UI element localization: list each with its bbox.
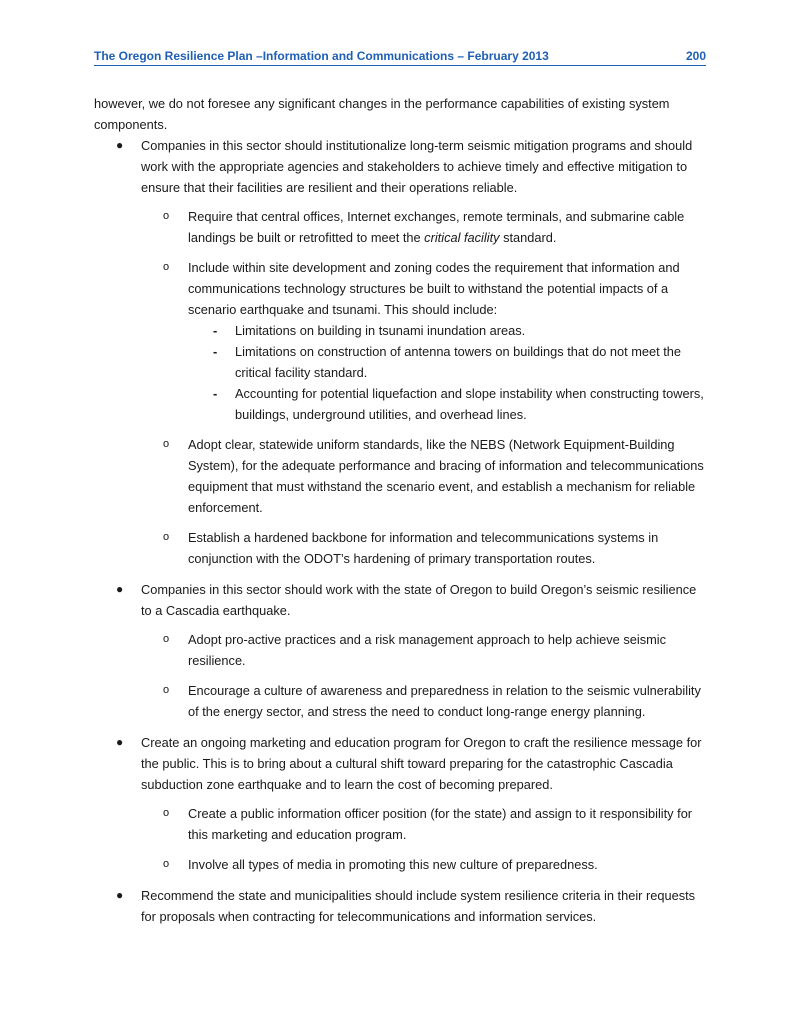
circle-bullet-icon: o [163,261,170,273]
recommendation-list [94,135,706,927]
list-item [94,732,706,875]
bullet-icon: ● [116,735,124,749]
sub-sub-list-item [188,383,706,425]
sub-list-item [141,803,706,845]
sub-item-text: Encourage a culture of awareness and preparedness in relation to the seismic vulnerability of the energy sector, and stress the need to conduct long-range energy planning. [188,683,701,719]
body-text [94,93,706,937]
bullet-icon: ● [116,138,124,152]
list-item-text: Companies in this sector should work with the state of Oregon to build Oregon’s seismic resilience to a Cascadia earthquake. [141,582,697,618]
page-number: 200 [685,49,706,63]
circle-bullet-icon: o [163,210,170,222]
header-title: The Oregon Resilience Plan –Information and Communications – February 2013 [94,49,549,63]
sub-list [141,629,706,722]
sub-item-text: Adopt clear, statewide uniform standards, like the NEBS (Network Equipment-Building System), for the adequate performance and bracing of information and telecommunications equipment that must withstand the scenario event, and establish a mechanism for reliable enforcement. [188,437,704,515]
sub-item-text-pre: Require that central offices, Internet exchanges, remote terminals, and submarine cable landings be built or retrofitted to meet the [188,209,685,245]
sub-list-item [141,257,706,425]
list-item [94,579,706,722]
sub-list-item [141,434,706,518]
sub-sub-item-text: Limitations on construction of antenna towers on buildings that do not meet the critical facility standard. [235,344,682,380]
dash-bullet-icon: - [213,386,218,401]
bullet-icon: ● [116,582,124,596]
sub-list [141,206,706,569]
sub-item-text-post: standard. [499,230,557,245]
sub-item-text: Adopt pro-active practices and a risk management approach to help achieve seismic resilience. [188,632,667,668]
lead-paragraph: however, we do not foresee any significant changes in the performance capabilities of existing system components. [94,96,670,132]
sub-sub-list-item [188,341,706,383]
circle-bullet-icon: o [163,858,170,870]
sub-item-text: Involve all types of media in promoting this new culture of preparedness. [188,857,598,872]
circle-bullet-icon: o [163,633,170,645]
circle-bullet-icon: o [163,531,170,543]
sub-item-text: Establish a hardened backbone for information and telecommunications systems in conjunction with the ODOT’s hardening of primary transportation routes. [188,530,659,566]
sub-list-item [141,527,706,569]
circle-bullet-icon: o [163,684,170,696]
bullet-icon: ● [116,888,124,902]
list-item [94,135,706,569]
circle-bullet-icon: o [163,438,170,450]
sub-list-item [141,854,706,875]
sub-list [141,803,706,875]
sub-sub-item-text: Limitations on building in tsunami inundation areas. [235,323,526,338]
list-item-text: Companies in this sector should institutionalize long-term seismic mitigation programs and should work with the appropriate agencies and stakeholders to achieve timely and effective mitigation to ensure that their facilities are resilient and their operations reliable. [141,138,693,195]
sub-list-item [141,680,706,722]
sub-item-text: Create a public information officer position (for the state) and assign to it responsibility for this marketing and education program. [188,806,693,842]
sub-item-text: Include within site development and zoning codes the requirement that information and communications technology structures be built to withstand the potential impacts of a scenario earthquake and tsunami. This should include: [188,260,680,317]
sub-sub-item-text: Accounting for potential liquefaction and slope instability when constructing towers, buildings, underground utilities, and overhead lines. [235,386,704,422]
dash-bullet-icon: - [213,323,218,338]
list-item [94,885,706,927]
sub-sub-list-item [188,320,706,341]
circle-bullet-icon: o [163,807,170,819]
sub-item-emphasis: critical facility [424,230,500,245]
sub-list-item [141,206,706,248]
dash-bullet-icon: - [213,344,218,359]
sub-list-item [141,629,706,671]
list-item-text: Create an ongoing marketing and education program for Oregon to craft the resilience message for the public. This is to bring about a cultural shift toward preparing for the catastrophic Cascadia subduction zone earthquake and to learn the cost of becoming prepared. [141,735,702,792]
list-item-text: Recommend the state and municipalities should include system resilience criteria in their requests for proposals when contracting for telecommunications and information services. [141,888,696,924]
sub-sub-list [188,320,706,425]
running-header [94,48,706,66]
